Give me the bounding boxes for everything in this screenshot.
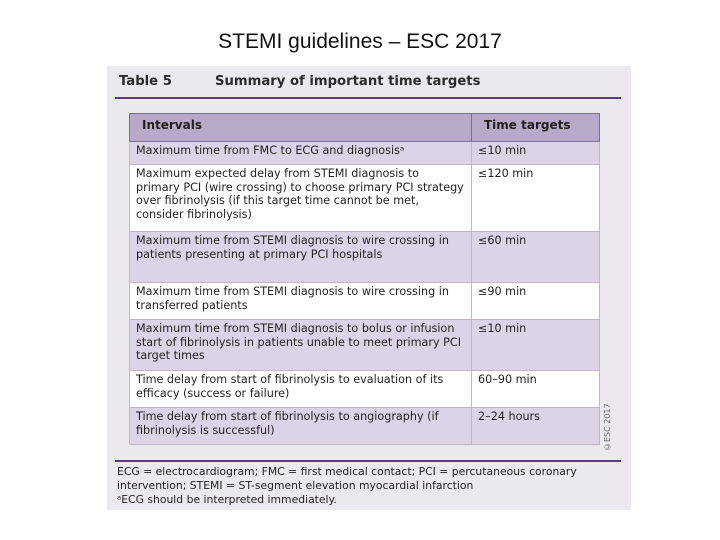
table-row (130, 142, 600, 165)
ecg-note: ᵃECG should be interpreted immediately. (117, 493, 337, 506)
interval-cell: Maximum expected delay from STEMI diagnosis to primary PCI (wire crossing) to choose primary PCI strategy over fibrinolysis (if this target time cannot be met, consider fibrinolysis) (130, 165, 472, 232)
table-header-row (130, 114, 600, 142)
table-row (130, 232, 600, 283)
table-number: Table 5 (119, 74, 172, 89)
interval-cell: Time delay from start of fibrinolysis to angiography (if fibrinolysis is successful) (130, 408, 472, 445)
table-row (130, 371, 600, 408)
interval-cell: Time delay from start of fibrinolysis to evaluation of its efficacy (success or failure) (130, 371, 472, 408)
target-cell: ≤60 min (472, 232, 600, 283)
table-caption: Summary of important time targets (215, 74, 481, 89)
column-header-time-targets: Time targets (472, 114, 600, 142)
target-cell: ≤10 min (472, 142, 600, 165)
column-header-intervals: Intervals (130, 114, 472, 142)
table-heading (115, 72, 615, 92)
interval-cell: Maximum time from FMC to ECG and diagnosisᵃ (130, 142, 472, 165)
table-footnote (117, 465, 627, 507)
target-cell: 60–90 min (472, 371, 600, 408)
target-cell: ≤10 min (472, 320, 600, 371)
slide-title: STEMI guidelines – ESC 2017 (218, 30, 502, 53)
table-row (130, 320, 600, 371)
heading-rule (115, 97, 621, 99)
footnote-rule (115, 460, 621, 462)
target-cell: 2–24 hours (472, 408, 600, 445)
target-cell: ≤120 min (472, 165, 600, 232)
table-row (130, 408, 600, 445)
interval-cell: Maximum time from STEMI diagnosis to bolus or infusion start of fibrinolysis in patients unable to meet primary PCI target times (130, 320, 472, 371)
abbreviations-note: ECG = electrocardiogram; FMC = first medical contact; PCI = percutaneous coronary intervention; STEMI = ST-segment elevation myocardial infarction (117, 465, 577, 492)
table-figure (107, 66, 631, 510)
time-targets-table (129, 113, 600, 445)
copyright-watermark: ©ESC 2017 (603, 403, 612, 451)
interval-cell: Maximum time from STEMI diagnosis to wire crossing in transferred patients (130, 283, 472, 320)
interval-cell: Maximum time from STEMI diagnosis to wire crossing in patients presenting at primary PCI hospitals (130, 232, 472, 283)
target-cell: ≤90 min (472, 283, 600, 320)
table-row (130, 283, 600, 320)
table-row (130, 165, 600, 232)
